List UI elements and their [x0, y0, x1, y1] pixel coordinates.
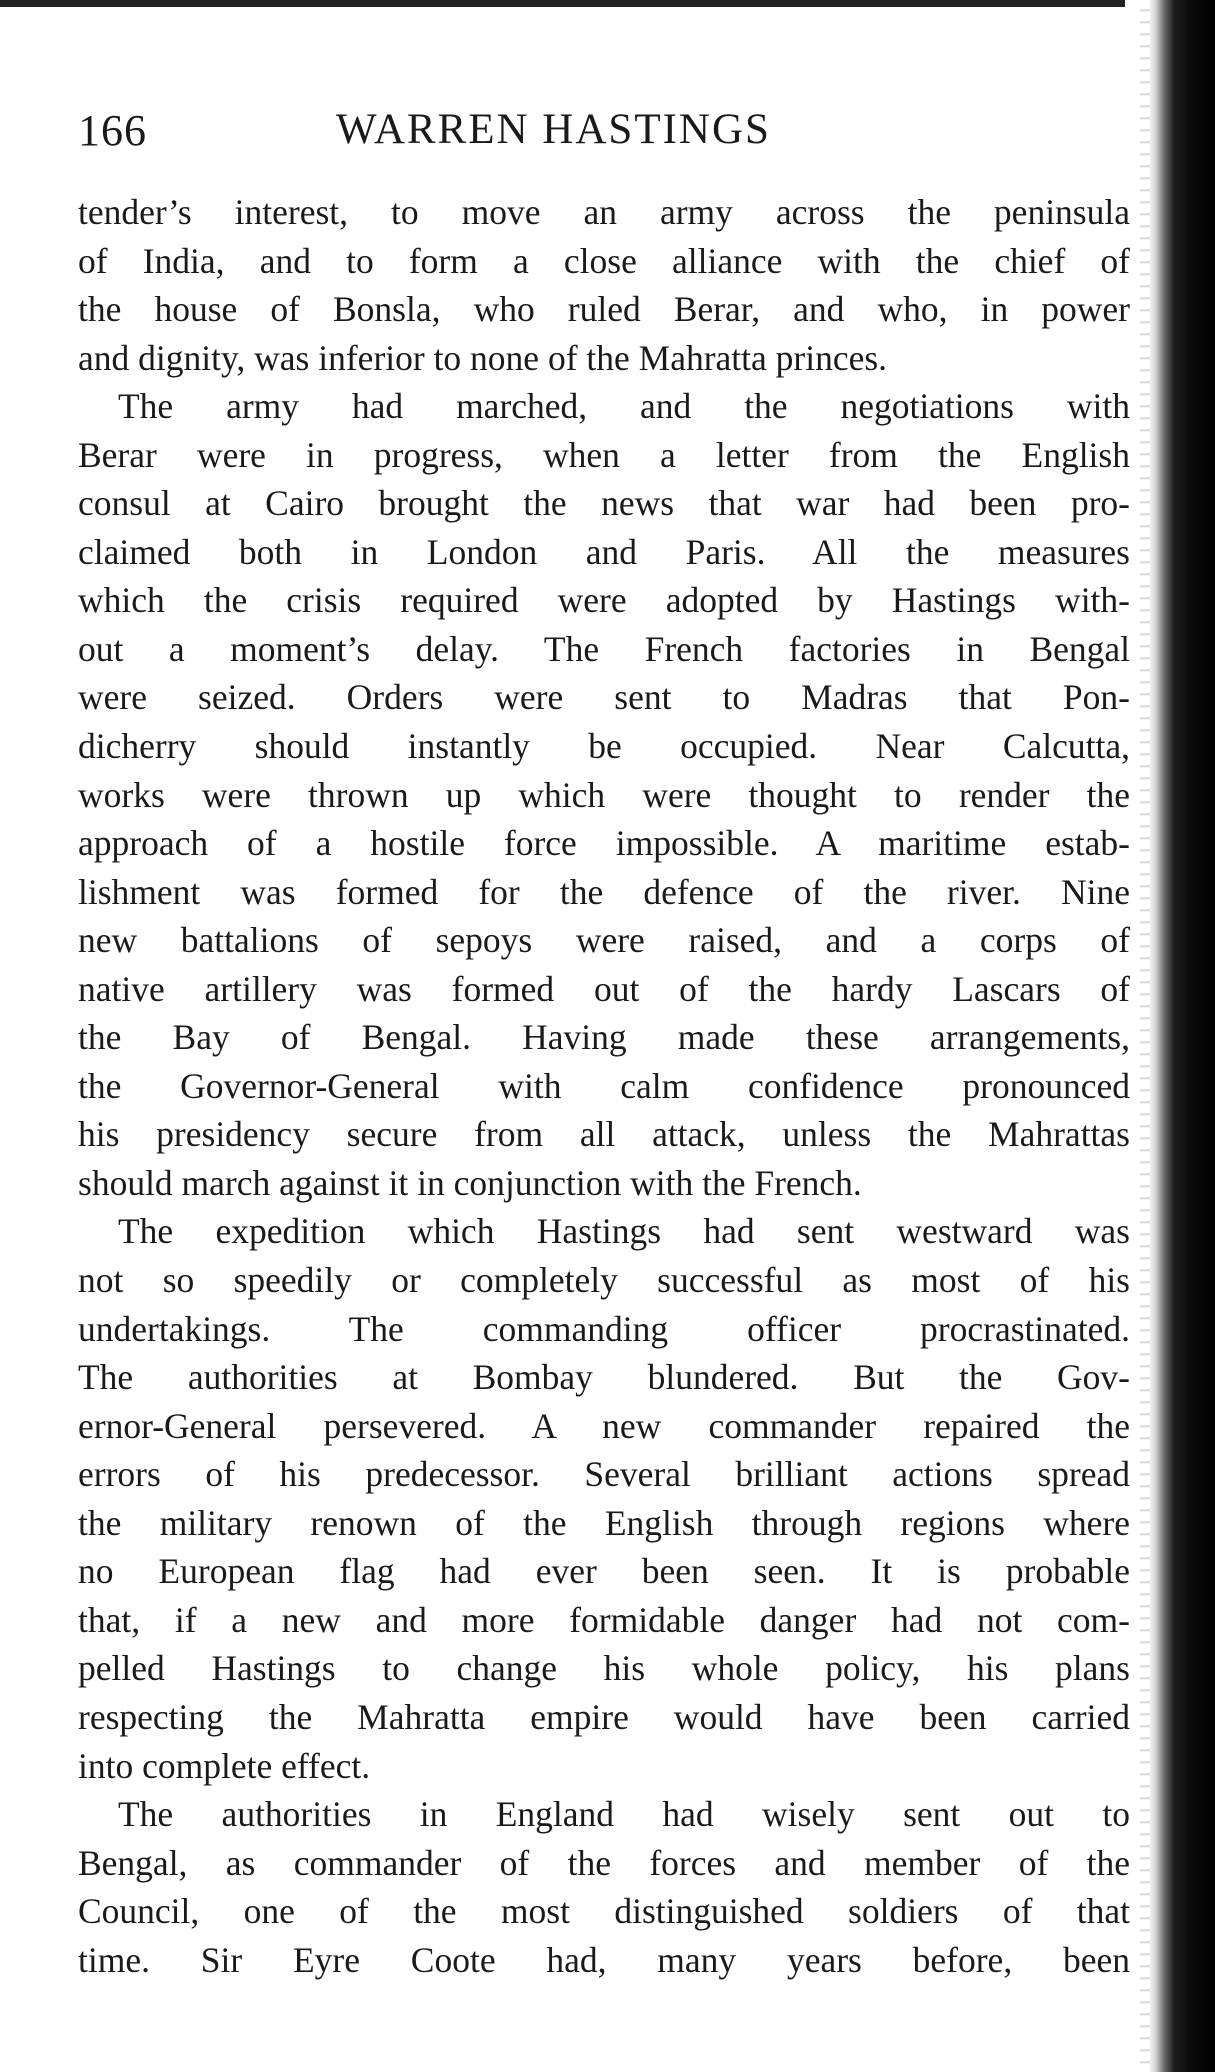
text-line: new battalions of sepoys were raised, and a corps of	[78, 920, 1130, 961]
text-line: out a moment’s delay. The French factories in Bengal	[78, 628, 1130, 669]
text-line: that, if a new and more formidable danger had not com-	[78, 1599, 1130, 1640]
text-line: consul at Cairo brought the news that war had been pro-	[78, 483, 1130, 524]
text-line: the Governor-General with calm confidence pronounced	[78, 1065, 1130, 1106]
text-line: should march against it in conjunction with the French.	[78, 1162, 862, 1203]
text-line: Bengal, as commander of the forces and member of the	[78, 1842, 1130, 1883]
text-line: tender’s interest, to move an army across the peninsula	[78, 192, 1130, 232]
text-line: which the crisis required were adopted by Hastings with-	[78, 580, 1130, 621]
page-number: 166	[78, 106, 147, 155]
text-line: lishment was formed for the defence of the river. Nine	[78, 871, 1130, 912]
text-line: The authorities at Bombay blundered. But the Gov-	[78, 1357, 1130, 1398]
text-line: his presidency secure from all attack, unless the Mahrattas	[78, 1114, 1130, 1155]
text-line: The authorities in England had wisely sent out to	[118, 1794, 1130, 1835]
text-line: Berar were in progress, when a letter from the English	[78, 434, 1130, 475]
text-line: respecting the Mahratta empire would have been carried	[78, 1696, 1130, 1737]
text-line: the house of Bonsla, who ruled Berar, and who, in power	[78, 289, 1130, 330]
text-line: no European flag had ever been seen. It is probable	[78, 1551, 1130, 1592]
text-line: the Bay of Bengal. Having made these arrangements,	[78, 1017, 1130, 1058]
top-border-rule	[0, 0, 1125, 7]
running-title: WARREN HASTINGS	[336, 106, 771, 153]
text-line: and dignity, was inferior to none of the Mahratta princes.	[78, 337, 888, 378]
text-line: errors of his predecessor. Several brilliant actions spread	[78, 1454, 1130, 1495]
text-line: into complete effect.	[78, 1745, 371, 1786]
text-line: claimed both in London and Paris. All the measures	[78, 531, 1130, 572]
page-header	[78, 105, 1138, 165]
text-line: of India, and to form a close alliance with the chief of	[78, 240, 1130, 281]
text-line: approach of a hostile force impossible. A maritime estab-	[78, 823, 1130, 864]
text-line: ernor-General persevered. A new commander repaired the	[78, 1405, 1130, 1446]
text-line: Council, one of the most distinguished soldiers of that	[78, 1891, 1130, 1932]
text-line: the military renown of the English through regions where	[78, 1502, 1130, 1543]
text-line: were seized. Orders were sent to Madras that Pon-	[78, 677, 1130, 718]
book-gutter-edge	[1150, 0, 1215, 2072]
text-line: undertakings. The commanding officer procrastinated.	[78, 1308, 1130, 1349]
text-line: The army had marched, and the negotiations with	[118, 386, 1130, 427]
text-line: native artillery was formed out of the hardy Lascars of	[78, 968, 1130, 1009]
text-line: not so speedily or completely successful as most of his	[78, 1260, 1130, 1301]
body-text	[78, 188, 1130, 1984]
text-line: works were thrown up which were thought to render the	[78, 774, 1130, 815]
text-line: pelled Hastings to change his whole policy, his plans	[78, 1648, 1130, 1689]
text-line: time. Sir Eyre Coote had, many years before, been	[78, 1939, 1130, 1980]
text-line: dicherry should instantly be occupied. Near Calcutta,	[78, 726, 1130, 767]
text-line: The expedition which Hastings had sent westward was	[118, 1211, 1130, 1252]
